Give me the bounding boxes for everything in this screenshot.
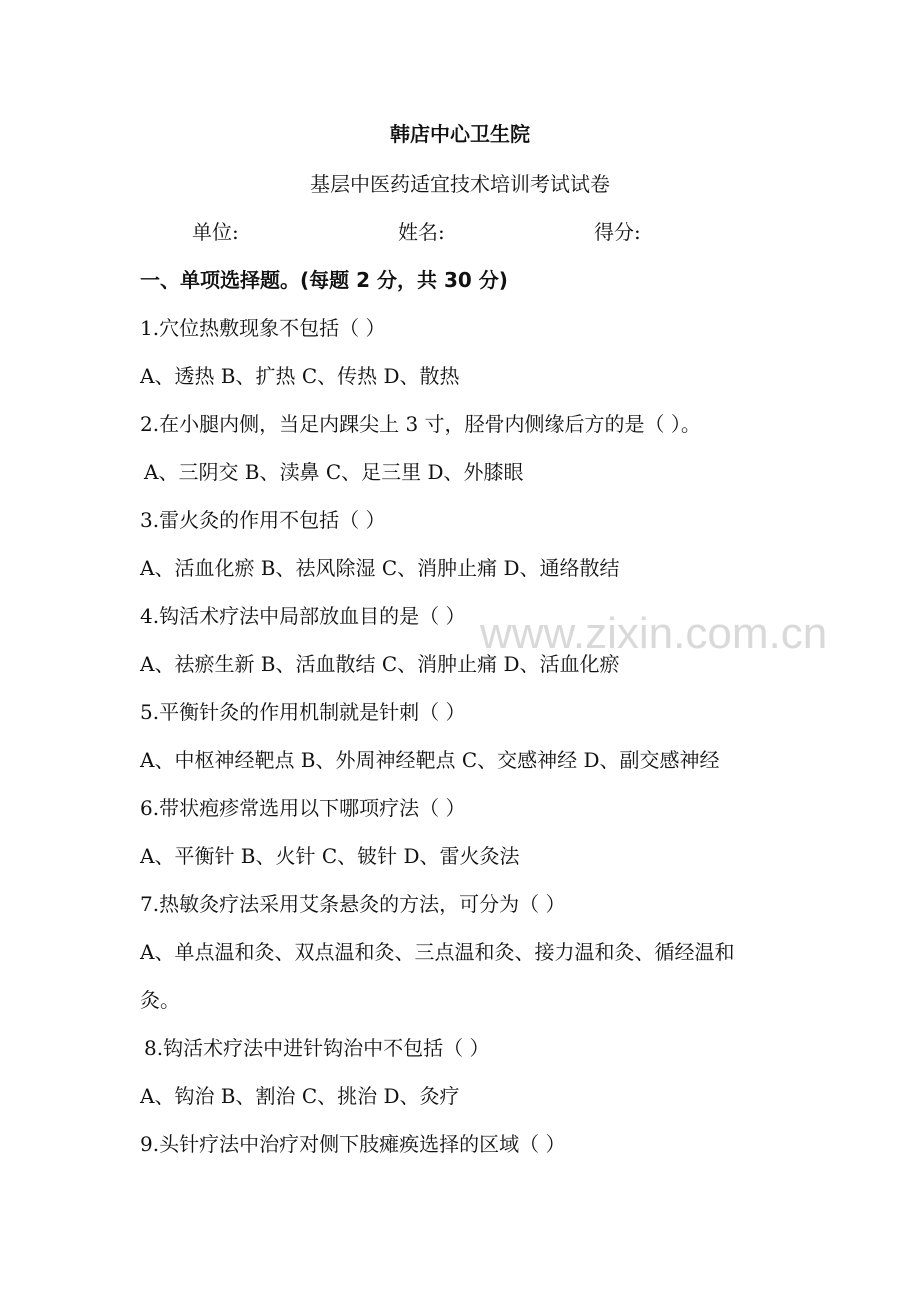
options-1: A、透热 B、扩热 C、传热 D、散热 xyxy=(140,364,460,388)
question-1: 1.穴位热敷现象不包括（ ） xyxy=(140,316,386,340)
watermark-text: www.zixin.com.cn xyxy=(480,609,828,658)
options-7: A、单点温和灸、双点温和灸、三点温和灸、接力温和灸、循经温和 xyxy=(140,940,735,964)
options-8: A、钩治 B、割治 C、挑治 D、灸疗 xyxy=(140,1084,460,1108)
options-2: A、三阴交 B、渎鼻 C、足三里 D、外膝眼 xyxy=(144,460,524,484)
options-6: A、平衡针 B、火针 C、铍针 D、雷火灸法 xyxy=(140,844,520,868)
question-6: 6.带状疱疹常选用以下哪项疗法（ ） xyxy=(140,796,466,820)
question-9: 9.头针疗法中治疗对侧下肢瘫痪选择的区域（ ） xyxy=(140,1132,566,1156)
document-subtitle: 基层中医药适宜技术培训考试试卷 xyxy=(310,172,610,196)
options-4: A、祛瘀生新 B、活血散结 C、消肿止痛 D、活血化瘀 xyxy=(140,652,620,676)
document-title: 韩店中心卫生院 xyxy=(390,122,530,146)
question-3: 3.雷火灸的作用不包括（ ） xyxy=(140,508,386,532)
question-2: 2.在小腿内侧，当足内踝尖上 3 寸，胫骨内侧缘后方的是（ ）。 xyxy=(140,412,701,436)
unit-label: 单位: xyxy=(192,220,239,244)
options-5: A、中枢神经靶点 B、外周神经靶点 C、交感神经 D、副交感神经 xyxy=(140,748,720,772)
question-7: 7.热敏灸疗法采用艾条悬灸的方法，可分为（ ） xyxy=(140,892,566,916)
question-8: 8.钩活术疗法中进针钩治中不包括（ ） xyxy=(144,1036,490,1060)
options-3: A、活血化瘀 B、祛风除湿 C、消肿止痛 D、通络散结 xyxy=(140,556,620,580)
question-5: 5.平衡针灸的作用机制就是针刺（ ） xyxy=(140,700,466,724)
name-label: 姓名: xyxy=(398,220,445,244)
score-label: 得分: xyxy=(594,220,641,244)
question-4: 4.钩活术疗法中局部放血目的是（ ） xyxy=(140,604,466,628)
section-heading: 一、单项选择题。(每题 2 分，共 30 分) xyxy=(140,268,508,292)
options-7-continued: 灸。 xyxy=(140,988,180,1012)
